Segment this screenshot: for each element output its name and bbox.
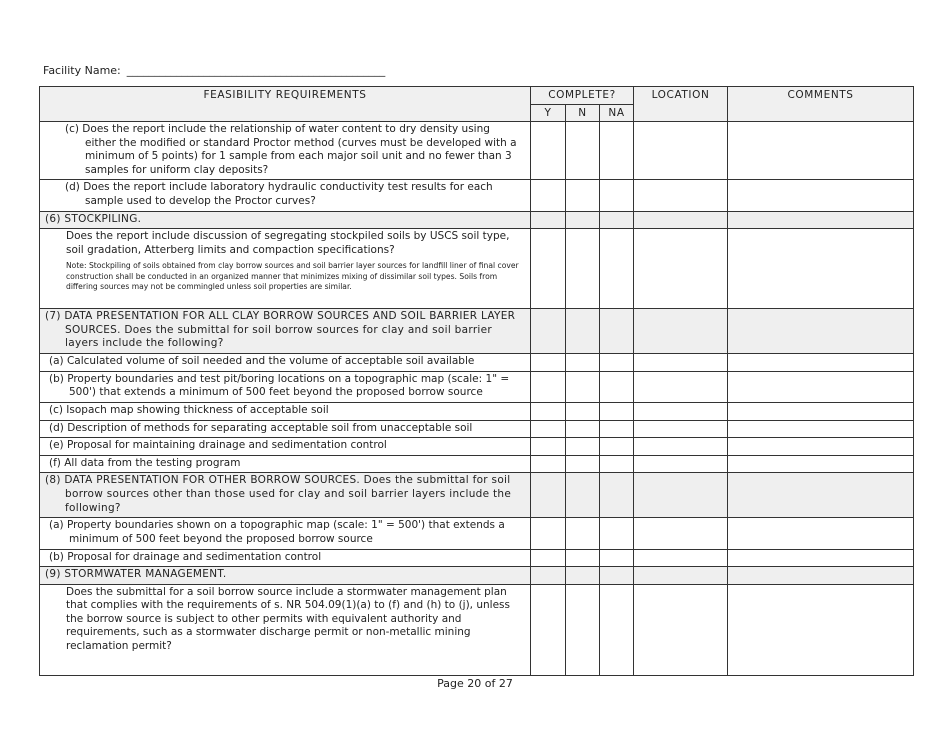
yes-cell[interactable] [531, 122, 566, 180]
comments-cell[interactable] [728, 455, 914, 473]
table-row [40, 549, 914, 567]
na-cell[interactable] [600, 180, 634, 211]
comments-cell[interactable] [728, 211, 914, 229]
requirement-text: (b) Proposal for drainage and sedimentation control [49, 550, 322, 563]
location-cell[interactable] [634, 309, 728, 354]
requirement-text: (a) Property boundaries shown on a topographic map (scale: 1" = 500') that extends a minimum of 500 feet beyond the proposed borrow source [49, 519, 505, 545]
comments-header: COMMENTS [728, 87, 914, 122]
requirement-text: (c) Does the report include the relationship of water content to dry density using either the modified or standard Proctor method (curves must be developed with a minimum of 5 points) for 1 sample from each major soil unit and no fewer than 3 samples for uniform clay deposits? [65, 123, 517, 176]
comments-cell[interactable] [728, 402, 914, 420]
no-cell[interactable] [566, 420, 600, 438]
na-cell[interactable] [600, 420, 634, 438]
yes-cell[interactable] [531, 309, 566, 354]
no-cell[interactable] [566, 122, 600, 180]
location-cell[interactable] [634, 122, 728, 180]
location-cell[interactable] [634, 211, 728, 229]
section-title: (8) DATA PRESENTATION FOR OTHER BORROW SOURCES. Does the submittal for soil borrow sources other than those used for clay and soil barrier layers include the following? [45, 474, 512, 514]
yes-cell[interactable] [531, 420, 566, 438]
na-cell[interactable] [600, 371, 634, 402]
facility-name-field[interactable]: _______________________________________________ [126, 64, 386, 77]
section-row [40, 473, 914, 518]
location-cell[interactable] [634, 420, 728, 438]
no-cell[interactable] [566, 309, 600, 354]
table-row [40, 229, 914, 309]
requirement-text: (c) Isopach map showing thickness of acceptable soil [49, 403, 329, 416]
no-cell[interactable] [566, 473, 600, 518]
na-cell[interactable] [600, 122, 634, 180]
table-row [40, 518, 914, 549]
facility-name-label: Facility Name: [43, 64, 121, 77]
table-row [40, 122, 914, 180]
yes-cell[interactable] [531, 438, 566, 456]
table-row [40, 584, 914, 675]
na-cell[interactable] [600, 354, 634, 372]
feasibility-checklist-table [39, 86, 914, 676]
location-cell[interactable] [634, 549, 728, 567]
no-cell[interactable] [566, 438, 600, 456]
comments-cell[interactable] [728, 371, 914, 402]
comments-cell[interactable] [728, 229, 914, 309]
no-cell[interactable] [566, 455, 600, 473]
no-cell[interactable] [566, 402, 600, 420]
requirement-text: (d) Description of methods for separating acceptable soil from unacceptable soil [49, 421, 473, 434]
requirement-text: (e) Proposal for maintaining drainage and sedimentation control [49, 439, 387, 452]
location-cell[interactable] [634, 473, 728, 518]
na-header: NA [600, 105, 634, 122]
na-cell[interactable] [600, 309, 634, 354]
requirement-text: Does the submittal for a soil borrow source include a stormwater management plan that complies with the requirements of s. NR 504.09(1)(a) to (f) and (h) to (j), unless the borrow source is subject to other permits with equivalent authority and requirements, such as a stormwater discharge permit or non-metallic mining reclamation permit? [66, 585, 510, 653]
na-cell[interactable] [600, 455, 634, 473]
na-cell[interactable] [600, 549, 634, 567]
yes-header: Y [531, 105, 566, 122]
section-row [40, 567, 914, 585]
comments-cell[interactable] [728, 518, 914, 549]
header-row [40, 87, 914, 105]
table-row [40, 438, 914, 456]
no-cell[interactable] [566, 518, 600, 549]
no-cell[interactable] [566, 211, 600, 229]
requirement-text: Does the report include discussion of segregating stockpiled soils by USCS soil type, soil gradation, Atterberg limits and compaction specifications? [66, 230, 510, 256]
requirement-text: (b) Property boundaries and test pit/boring locations on a topographic map (scale: 1" = 500') that extends a minimum of 500 feet beyond the proposed borrow source [49, 372, 510, 399]
feasibility-requirements-header: FEASIBILITY REQUIREMENTS [40, 87, 531, 122]
no-cell[interactable] [566, 229, 600, 309]
comments-cell[interactable] [728, 549, 914, 567]
no-cell[interactable] [566, 371, 600, 402]
comments-cell[interactable] [728, 438, 914, 456]
na-cell[interactable] [600, 229, 634, 309]
table-row [40, 371, 914, 402]
comments-cell[interactable] [728, 420, 914, 438]
yes-cell[interactable] [531, 455, 566, 473]
section-row [40, 309, 914, 354]
requirement-text: (a) Calculated volume of soil needed and the volume of acceptable soil available [49, 355, 475, 368]
table-row [40, 455, 914, 473]
location-cell[interactable] [634, 567, 728, 585]
location-cell[interactable] [634, 455, 728, 473]
na-cell[interactable] [600, 473, 634, 518]
na-cell[interactable] [600, 518, 634, 549]
no-cell[interactable] [566, 549, 600, 567]
yes-cell[interactable] [531, 518, 566, 549]
requirement-text: (d) Does the report include laboratory hydraulic conductivity test results for each sample used to develop the Proctor curves? [65, 181, 493, 207]
location-cell[interactable] [634, 229, 728, 309]
table-row [40, 402, 914, 420]
section-title: (9) STORMWATER MANAGEMENT. [45, 568, 227, 581]
yes-cell[interactable] [531, 584, 566, 675]
stockpiling-note: Note: Stockpiling of soils obtained from clay borrow sources and soil barrier layer sources for landfill liner of final cover construction shall be conducted in an organized manner that minimizes mixing of dissimilar soil types. Soils from differing sources may not be commingled unless soil properties are similar. [66, 261, 519, 291]
page-number: Page 20 of 27 [437, 677, 513, 690]
location-cell[interactable] [634, 402, 728, 420]
no-cell[interactable] [566, 354, 600, 372]
comments-cell[interactable] [728, 584, 914, 675]
table-row [40, 180, 914, 211]
yes-cell[interactable] [531, 211, 566, 229]
yes-cell[interactable] [531, 473, 566, 518]
comments-cell[interactable] [728, 122, 914, 180]
yes-cell[interactable] [531, 229, 566, 309]
location-cell[interactable] [634, 584, 728, 675]
location-header: LOCATION [634, 87, 728, 122]
comments-cell[interactable] [728, 309, 914, 354]
section-title: (6) STOCKPILING. [45, 212, 142, 225]
yes-cell[interactable] [531, 567, 566, 585]
na-cell[interactable] [600, 211, 634, 229]
no-cell[interactable] [566, 584, 600, 675]
na-cell[interactable] [600, 584, 634, 675]
yes-cell[interactable] [531, 549, 566, 567]
complete-header: COMPLETE? [531, 87, 634, 105]
table-row [40, 420, 914, 438]
location-cell[interactable] [634, 518, 728, 549]
no-cell[interactable] [566, 180, 600, 211]
location-cell[interactable] [634, 180, 728, 211]
location-cell[interactable] [634, 438, 728, 456]
na-cell[interactable] [600, 438, 634, 456]
location-cell[interactable] [634, 371, 728, 402]
yes-cell[interactable] [531, 180, 566, 211]
location-cell[interactable] [634, 354, 728, 372]
no-cell[interactable] [566, 567, 600, 585]
na-cell[interactable] [600, 567, 634, 585]
comments-cell[interactable] [728, 180, 914, 211]
yes-cell[interactable] [531, 371, 566, 402]
comments-cell[interactable] [728, 354, 914, 372]
section-row [40, 211, 914, 229]
comments-cell[interactable] [728, 473, 914, 518]
comments-cell[interactable] [728, 567, 914, 585]
facility-name-line [43, 64, 385, 77]
section-title: (7) DATA PRESENTATION FOR ALL CLAY BORROW SOURCES AND SOIL BARRIER LAYER SOURCES. Does the submittal for soil borrow sources for clay and soil barrier layers include the following? [45, 310, 516, 350]
yes-cell[interactable] [531, 354, 566, 372]
na-cell[interactable] [600, 402, 634, 420]
table-row [40, 354, 914, 372]
requirement-text: (f) All data from the testing program [49, 456, 241, 469]
yes-cell[interactable] [531, 402, 566, 420]
no-header: N [566, 105, 600, 122]
